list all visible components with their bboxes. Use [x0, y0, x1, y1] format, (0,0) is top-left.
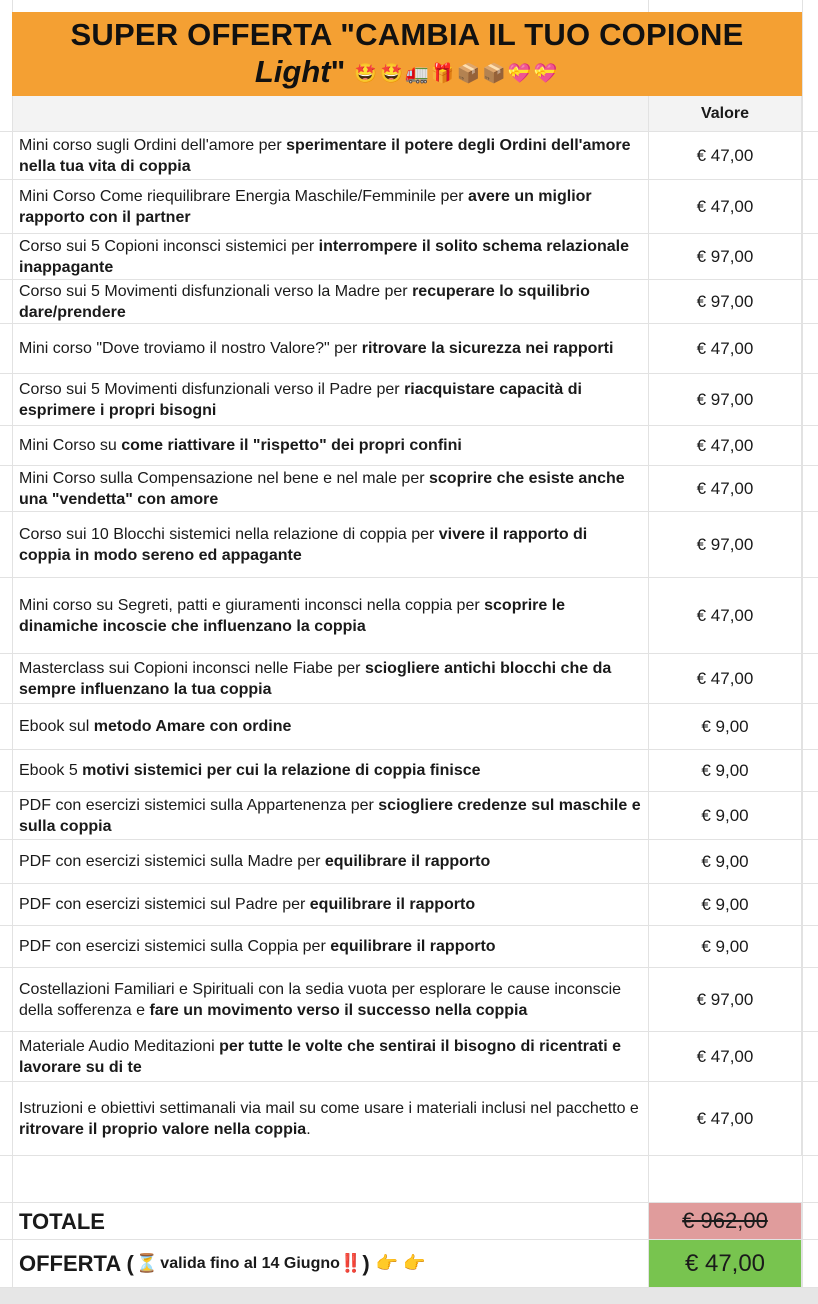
item-value[interactable]: € 97,00 [648, 374, 802, 425]
title-light: Light [254, 53, 331, 89]
item-description[interactable] [12, 968, 648, 1031]
item-text: Mini corso "Dove troviamo il nostro Valore?" per [19, 340, 362, 357]
item-highlight: metodo Amare con ordine [93, 718, 292, 735]
item-text: Istruzioni e obiettivi settimanali via mail su come usare i materiali inclusi nel pacchetto e [19, 1099, 639, 1117]
table-row [0, 234, 818, 280]
item-text: PDF con esercizi sistemici sulla Appartenenza per [19, 796, 379, 814]
item-text: Mini corso su Segreti, patti e giuramenti inconsci nella coppia per [19, 596, 485, 614]
header-row [0, 96, 818, 132]
item-description[interactable] [12, 374, 648, 425]
item-highlight: equilibrare il rapporto [324, 853, 491, 870]
table-row [0, 324, 818, 374]
item-description[interactable] [12, 926, 648, 967]
item-text: Mini Corso Come riequilibrare Energia Maschile/Femminile per [19, 187, 469, 205]
table-row [0, 578, 818, 654]
item-text: Corso sui 10 Blocchi sistemici nella relazione di coppia per [19, 525, 439, 543]
item-highlight: fare un movimento verso il successo nella coppia [149, 1001, 528, 1019]
item-highlight: come riattivare il "rispetto" dei propri confini [121, 437, 462, 454]
item-highlight: avere un miglior rapporto con il partner [19, 187, 592, 226]
item-highlight: scoprire che esiste anche una "vendetta" con amore [19, 469, 625, 508]
title-emojis: 🤩🤩🚛🎁📦📦💝💝 [353, 63, 560, 85]
item-value[interactable]: € 97,00 [648, 968, 802, 1031]
title-line-2 [255, 53, 559, 92]
offer-row [0, 1240, 818, 1288]
item-description[interactable] [12, 792, 648, 839]
item-text: Mini corso sugli Ordini dell'amore per [19, 136, 287, 154]
hourglass-icon: ⏳ [135, 1253, 159, 1273]
item-text: PDF con esercizi sistemici sul Padre per [19, 896, 310, 913]
offer-note: valida fino al 14 Giugno [160, 1255, 340, 1272]
table-row [0, 792, 818, 840]
item-highlight: sperimentare il potere degli Ordini dell'amore nella tua vita di coppia [19, 136, 631, 175]
item-value[interactable]: € 9,00 [648, 884, 802, 925]
horizontal-scrollbar[interactable] [0, 1288, 818, 1304]
item-value[interactable]: € 9,00 [648, 792, 802, 839]
item-description[interactable] [12, 1082, 648, 1155]
total-value-text: € 962,00 [682, 1208, 768, 1233]
header-cell-description[interactable] [12, 96, 648, 131]
offer-label-cell[interactable] [12, 1240, 648, 1287]
item-text: Mini Corso su [19, 437, 122, 454]
item-highlight: sciogliere credenze sul maschile e sulla coppia [19, 796, 641, 835]
item-text: Corso sui 5 Movimenti disfunzionali verso la Madre per [19, 282, 413, 300]
item-value[interactable]: € 9,00 [648, 926, 802, 967]
table-row [0, 704, 818, 750]
item-highlight: equilibrare il rapporto [309, 896, 476, 913]
table-row [0, 1032, 818, 1082]
item-text: Ebook sul [19, 718, 94, 735]
item-description[interactable] [12, 512, 648, 577]
table-row [0, 884, 818, 926]
title-line-1: SUPER OFFERTA "CAMBIA IL TUO COPIONE [70, 16, 744, 52]
item-description[interactable] [12, 234, 648, 279]
offer-value[interactable]: € 47,00 [648, 1240, 802, 1287]
item-highlight: interrompere il solito schema relazionale inappagante [19, 237, 629, 276]
item-value[interactable]: € 9,00 [648, 704, 802, 749]
offer-title [12, 12, 802, 96]
item-highlight: motivi sistemici per cui la relazione di coppia finisce [82, 762, 481, 779]
total-value[interactable] [648, 1203, 802, 1239]
item-value[interactable]: € 97,00 [648, 512, 802, 577]
item-description[interactable] [12, 324, 648, 373]
warning-icon: ‼️ [339, 1253, 363, 1273]
item-value[interactable]: € 47,00 [648, 654, 802, 703]
header-value[interactable]: Valore [648, 96, 802, 131]
table-row [0, 426, 818, 466]
item-value[interactable]: € 47,00 [648, 180, 802, 233]
table-row [0, 840, 818, 884]
item-tail: . [306, 1120, 311, 1138]
item-highlight: ritrovare il proprio valore nella coppia [19, 1120, 307, 1138]
item-text: PDF con esercizi sistemici sulla Coppia per [19, 938, 331, 955]
item-description[interactable] [12, 280, 648, 323]
title-quote: " [330, 53, 346, 89]
item-highlight: ritrovare la sicurezza nei rapporti [361, 340, 614, 357]
table-row [0, 132, 818, 180]
item-description[interactable] [12, 426, 648, 465]
item-description[interactable] [12, 750, 648, 791]
table-row [0, 1082, 818, 1156]
item-description[interactable] [12, 1032, 648, 1081]
item-highlight: riacquistare capacità di esprimere i propri bisogni [19, 380, 582, 419]
item-description[interactable] [12, 704, 648, 749]
item-description[interactable] [12, 884, 648, 925]
item-text: Materiale Audio Meditazioni [19, 1037, 220, 1055]
table-row [0, 654, 818, 704]
item-text: Corso sui 5 Movimenti disfunzionali verso il Padre per [19, 380, 405, 398]
item-text: Ebook 5 [19, 762, 83, 779]
item-description[interactable] [12, 180, 648, 233]
item-description[interactable] [12, 132, 648, 179]
item-value[interactable]: € 9,00 [648, 750, 802, 791]
item-highlight: scoprire le dinamiche incoscie che influenzano la coppia [19, 596, 566, 635]
table-row [0, 750, 818, 792]
item-description[interactable] [12, 466, 648, 511]
total-label[interactable]: TOTALE [12, 1203, 648, 1239]
item-value[interactable]: € 97,00 [648, 234, 802, 279]
item-description[interactable] [12, 840, 648, 883]
item-text: Corso sui 5 Copioni inconsci sistemici per [19, 237, 319, 255]
item-highlight: per tutte le volte che sentirai il bisogno di ricentrati e lavorare su di te [19, 1037, 621, 1076]
total-row [0, 1202, 818, 1240]
table-row [0, 180, 818, 234]
item-highlight: sciogliere antichi blocchi che da sempre influenzano la tua coppia [19, 659, 612, 698]
table-row [0, 512, 818, 578]
item-value[interactable]: € 47,00 [648, 324, 802, 373]
item-description[interactable] [12, 578, 648, 653]
item-text: Costellazioni Familiari e Spirituali con la sedia vuota per esplorare le cause inconscie della sofferenza e [19, 980, 622, 1019]
item-value[interactable]: € 97,00 [648, 280, 802, 323]
item-value[interactable]: € 47,00 [648, 466, 802, 511]
table-row [0, 466, 818, 512]
item-value[interactable]: € 47,00 [648, 1082, 802, 1155]
table-row [0, 968, 818, 1032]
item-value[interactable]: € 47,00 [648, 578, 802, 653]
table-row [0, 926, 818, 968]
item-text: PDF con esercizi sistemici sulla Madre per [19, 853, 325, 870]
item-value[interactable]: € 47,00 [648, 132, 802, 179]
item-highlight: recuperare lo squilibrio dare/prendere [19, 282, 590, 321]
pointing-hand-icon: 👉 👉 [375, 1253, 426, 1273]
item-value[interactable]: € 47,00 [648, 426, 802, 465]
item-text: Mini Corso sulla Compensazione nel bene e nel male per [19, 469, 429, 487]
table-row [0, 280, 818, 324]
item-text: Masterclass sui Copioni inconsci nelle Fiabe per [19, 659, 365, 677]
item-value[interactable]: € 47,00 [648, 1032, 802, 1081]
offer-label: OFFERTA ( [19, 1251, 134, 1276]
item-value[interactable]: € 9,00 [648, 840, 802, 883]
item-highlight: equilibrare il rapporto [330, 938, 496, 955]
table-row [0, 374, 818, 426]
item-highlight: vivere il rapporto di coppia in modo sereno ed appagante [19, 525, 588, 564]
offer-close-paren: ) [362, 1251, 370, 1276]
item-description[interactable] [12, 654, 648, 703]
